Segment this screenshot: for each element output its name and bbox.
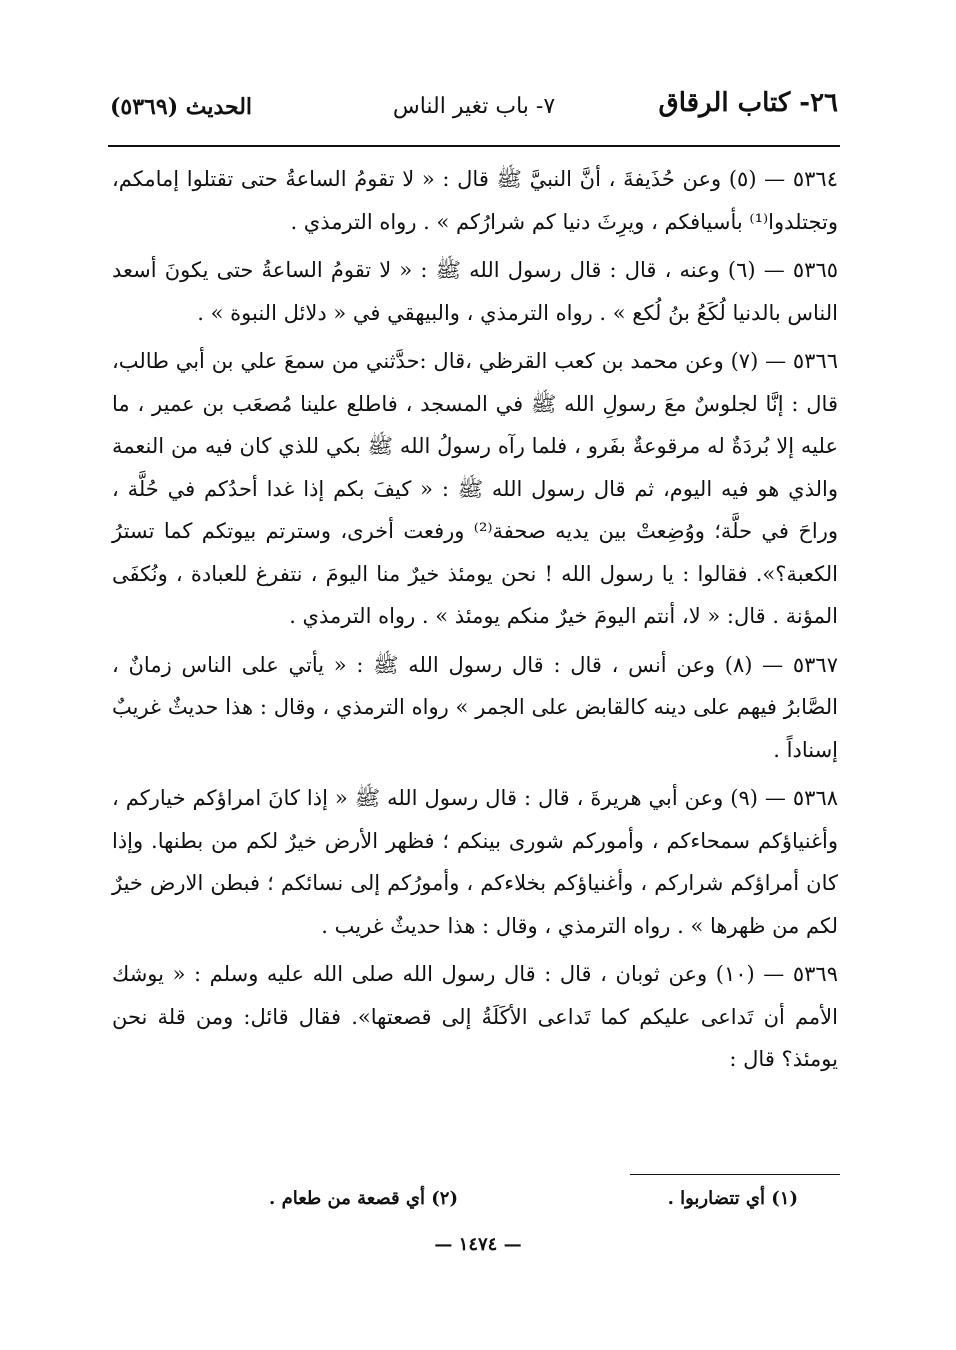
hadith-range: الحديث (٥٣٦٩): [110, 94, 253, 120]
footnote-rule: [630, 1174, 840, 1175]
page-number: — ١٤٧٤ —: [434, 1234, 522, 1255]
hadith-5365: ٥٣٦٥ — (٦) وعنه ، قال : قال رسول الله ﷺ : « لا تقومُ الساعةُ حتى يكونَ أسعد الناس بالدنيا لُكَعُ بنُ لُكع » . رواه الترمذي ، والبيهقي في « دلائل النبوة » .: [112, 258, 839, 325]
hadith-5364: ٥٣٦٤ — (٥) وعن حُذَيفةَ ، أنَّ النبيَّ ﷺ قال : « لا تقومُ الساعةُ حتى تقتلوا إمامكم، وتجتلدوا⁽¹⁾ بأسيافكم ، ويرِثَ دنيا كم شرارُكم » . رواه الترمذي .: [112, 167, 838, 234]
chapter-title: ٧- باب تغير الناس: [392, 94, 556, 119]
book-title: ٢٦- كتاب الرقاق: [658, 88, 838, 118]
page-header: [110, 88, 838, 138]
hadith-5367: ٥٣٦٧ — (٨) وعن أنس ، قال : قال رسول الله ﷺ : « يأتي على الناس زمانٌ ، الصَّابرُ فيهم على دينه كالقابض على الجمر » رواه الترمذي ، وقال : هذا حديثٌ غريبٌ إسناداً .: [112, 652, 838, 762]
footnote-1: (١) أي تتضاربوا .: [667, 1188, 798, 1209]
header-rule: [108, 145, 840, 147]
hadith-5368: ٥٣٦٨ — (٩) وعن أبي هريرةَ ، قال : قال رسول الله ﷺ « إذا كانَ امراؤكم خياركم ، وأغنياؤكم سمحاءكم ، وأموركم شورى بينكم ؛ فظهر الأرض خيرٌ لكم من بطنها. وإذا كان أمراؤكم شراركم ، وأغنياؤكم بخلاءكم ، وأمورُكم إلى نسائكم ؛ فبطن الارض خيرٌ لكم من ظهرها » . رواه الترمذي ، وقال : هذا حديثٌ غريب .: [112, 786, 839, 938]
hadith-5369: ٥٣٦٩ — (١٠) وعن ثوبان ، قال : قال رسول الله صلى الله عليه وسلم : « يوشك الأمم أن تَداعى عليكم كما تَداعى الأكَلَةُ إلى قصعتها». فقال قائل: ومن قلة نحن يومئذ؟ قال :: [112, 962, 838, 1071]
footnote-2: (٢) أي قصعة من طعام .: [269, 1188, 458, 1209]
hadith-5366: ٥٣٦٦ — (٧) وعن محمد بن كعب القرظي ،قال :حدَّثني من سمعَ علي بن أبي طالب، قال : إنَّا لجلوسٌ معَ رسولِ الله ﷺ في المسجد ، فاطلع علينا مُصعَب بن عمير ، ما عليه إلا بُردَةٌ له مرقوعةٌ بفَرو ، فلما رآه رسولُ الله ﷺ بكي للذي كان فيه من النعمة والذي هو فيه اليوم، ثم قال رسول الله ﷺ : « كيفَ بكم إذا غدا أحدُكم في حُلَّة ، وراحَ في حلَّة؛ ووُضِعتْ بين يديه صحفة⁽²⁾ ورفعت أخرى، وسترتم بيوتكم كما تسترُ الكعبة؟». فقالوا : يا رسول الله ! نحن يومئذ خيرٌ منا اليومَ ، نتفرغ للعبادة ، ونُكفَى المؤنة . قال: « لا، أنتم اليومَ خيرٌ منكم يومئذ » . رواه الترمذي .: [112, 349, 839, 628]
hadith-list: [112, 158, 838, 1087]
